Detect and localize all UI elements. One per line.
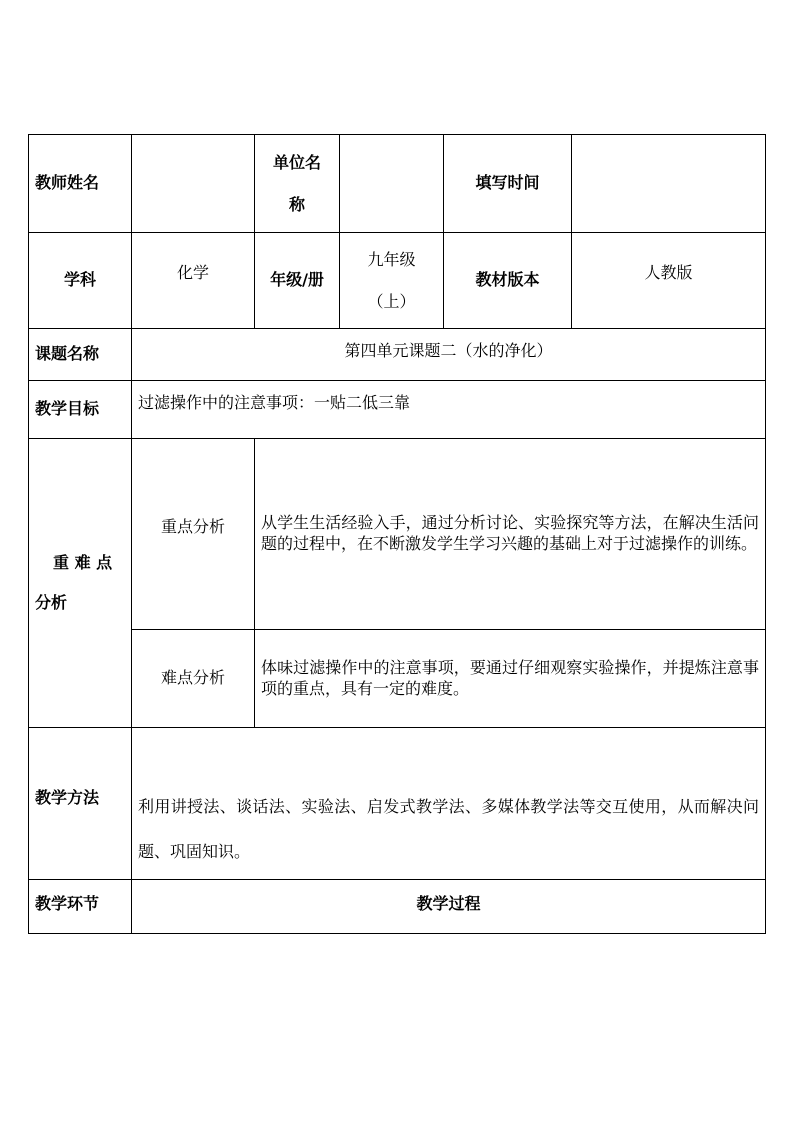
grade-value-line2: （上） — [367, 291, 416, 311]
process-row — [29, 880, 766, 934]
difficult-analysis-label: 难点分析 — [132, 630, 255, 728]
teacher-name-label: 教师姓名 — [29, 135, 132, 233]
goal-label: 教学目标 — [29, 381, 132, 439]
goal-value: 过滤操作中的注意事项：一贴二低三靠 — [132, 381, 766, 439]
fill-time-label: 填写时间 — [444, 135, 572, 233]
topic-label: 课题名称 — [29, 329, 132, 381]
textbook-value: 人教版 — [572, 233, 766, 329]
header-row — [29, 135, 766, 233]
subject-row — [29, 233, 766, 329]
difficult-analysis-text: 体味过滤操作中的注意事项，要通过仔细观察实验操作，并提炼注意事项的重点，具有一定的难度。 — [255, 630, 766, 728]
goal-row — [29, 381, 766, 439]
subject-label: 学科 — [29, 233, 132, 329]
grade-value — [340, 233, 444, 329]
method-label: 教学方法 — [29, 728, 132, 880]
difficulty-analysis-label-line2: 分析 — [35, 593, 68, 612]
method-row — [29, 728, 766, 880]
key-analysis-row — [29, 439, 766, 630]
lesson-plan-table — [28, 134, 766, 934]
unit-name-label — [255, 135, 340, 233]
key-analysis-label: 重点分析 — [132, 439, 255, 630]
difficult-analysis-row — [29, 630, 766, 728]
method-value: 利用讲授法、谈话法、实验法、启发式教学法、多媒体教学法等交互使用，从而解决问题、巩固知识。 — [132, 728, 766, 880]
topic-row — [29, 329, 766, 381]
fill-time-value[interactable] — [572, 135, 766, 233]
subject-value: 化学 — [132, 233, 255, 329]
grade-value-line1: 九年级 — [367, 249, 416, 269]
process-value: 教学过程 — [132, 880, 766, 934]
textbook-label: 教材版本 — [444, 233, 572, 329]
process-label: 教学环节 — [29, 880, 132, 934]
key-analysis-text: 从学生生活经验入手，通过分析讨论、实验探究等方法，在解决生活问题的过程中，在不断激发学生学习兴趣的基础上对于过滤操作的训练。 — [255, 439, 766, 630]
grade-label: 年级/册 — [255, 233, 340, 329]
difficulty-analysis-label-line1: 重 难 点 — [53, 553, 113, 572]
topic-value: 第四单元课题二（水的净化） — [132, 329, 766, 381]
difficulty-analysis-label — [29, 439, 132, 728]
unit-name-value[interactable] — [340, 135, 444, 233]
unit-name-label-line1: 单位名 — [272, 152, 321, 172]
teacher-name-value[interactable] — [132, 135, 255, 233]
unit-name-label-line2: 称 — [288, 194, 305, 214]
